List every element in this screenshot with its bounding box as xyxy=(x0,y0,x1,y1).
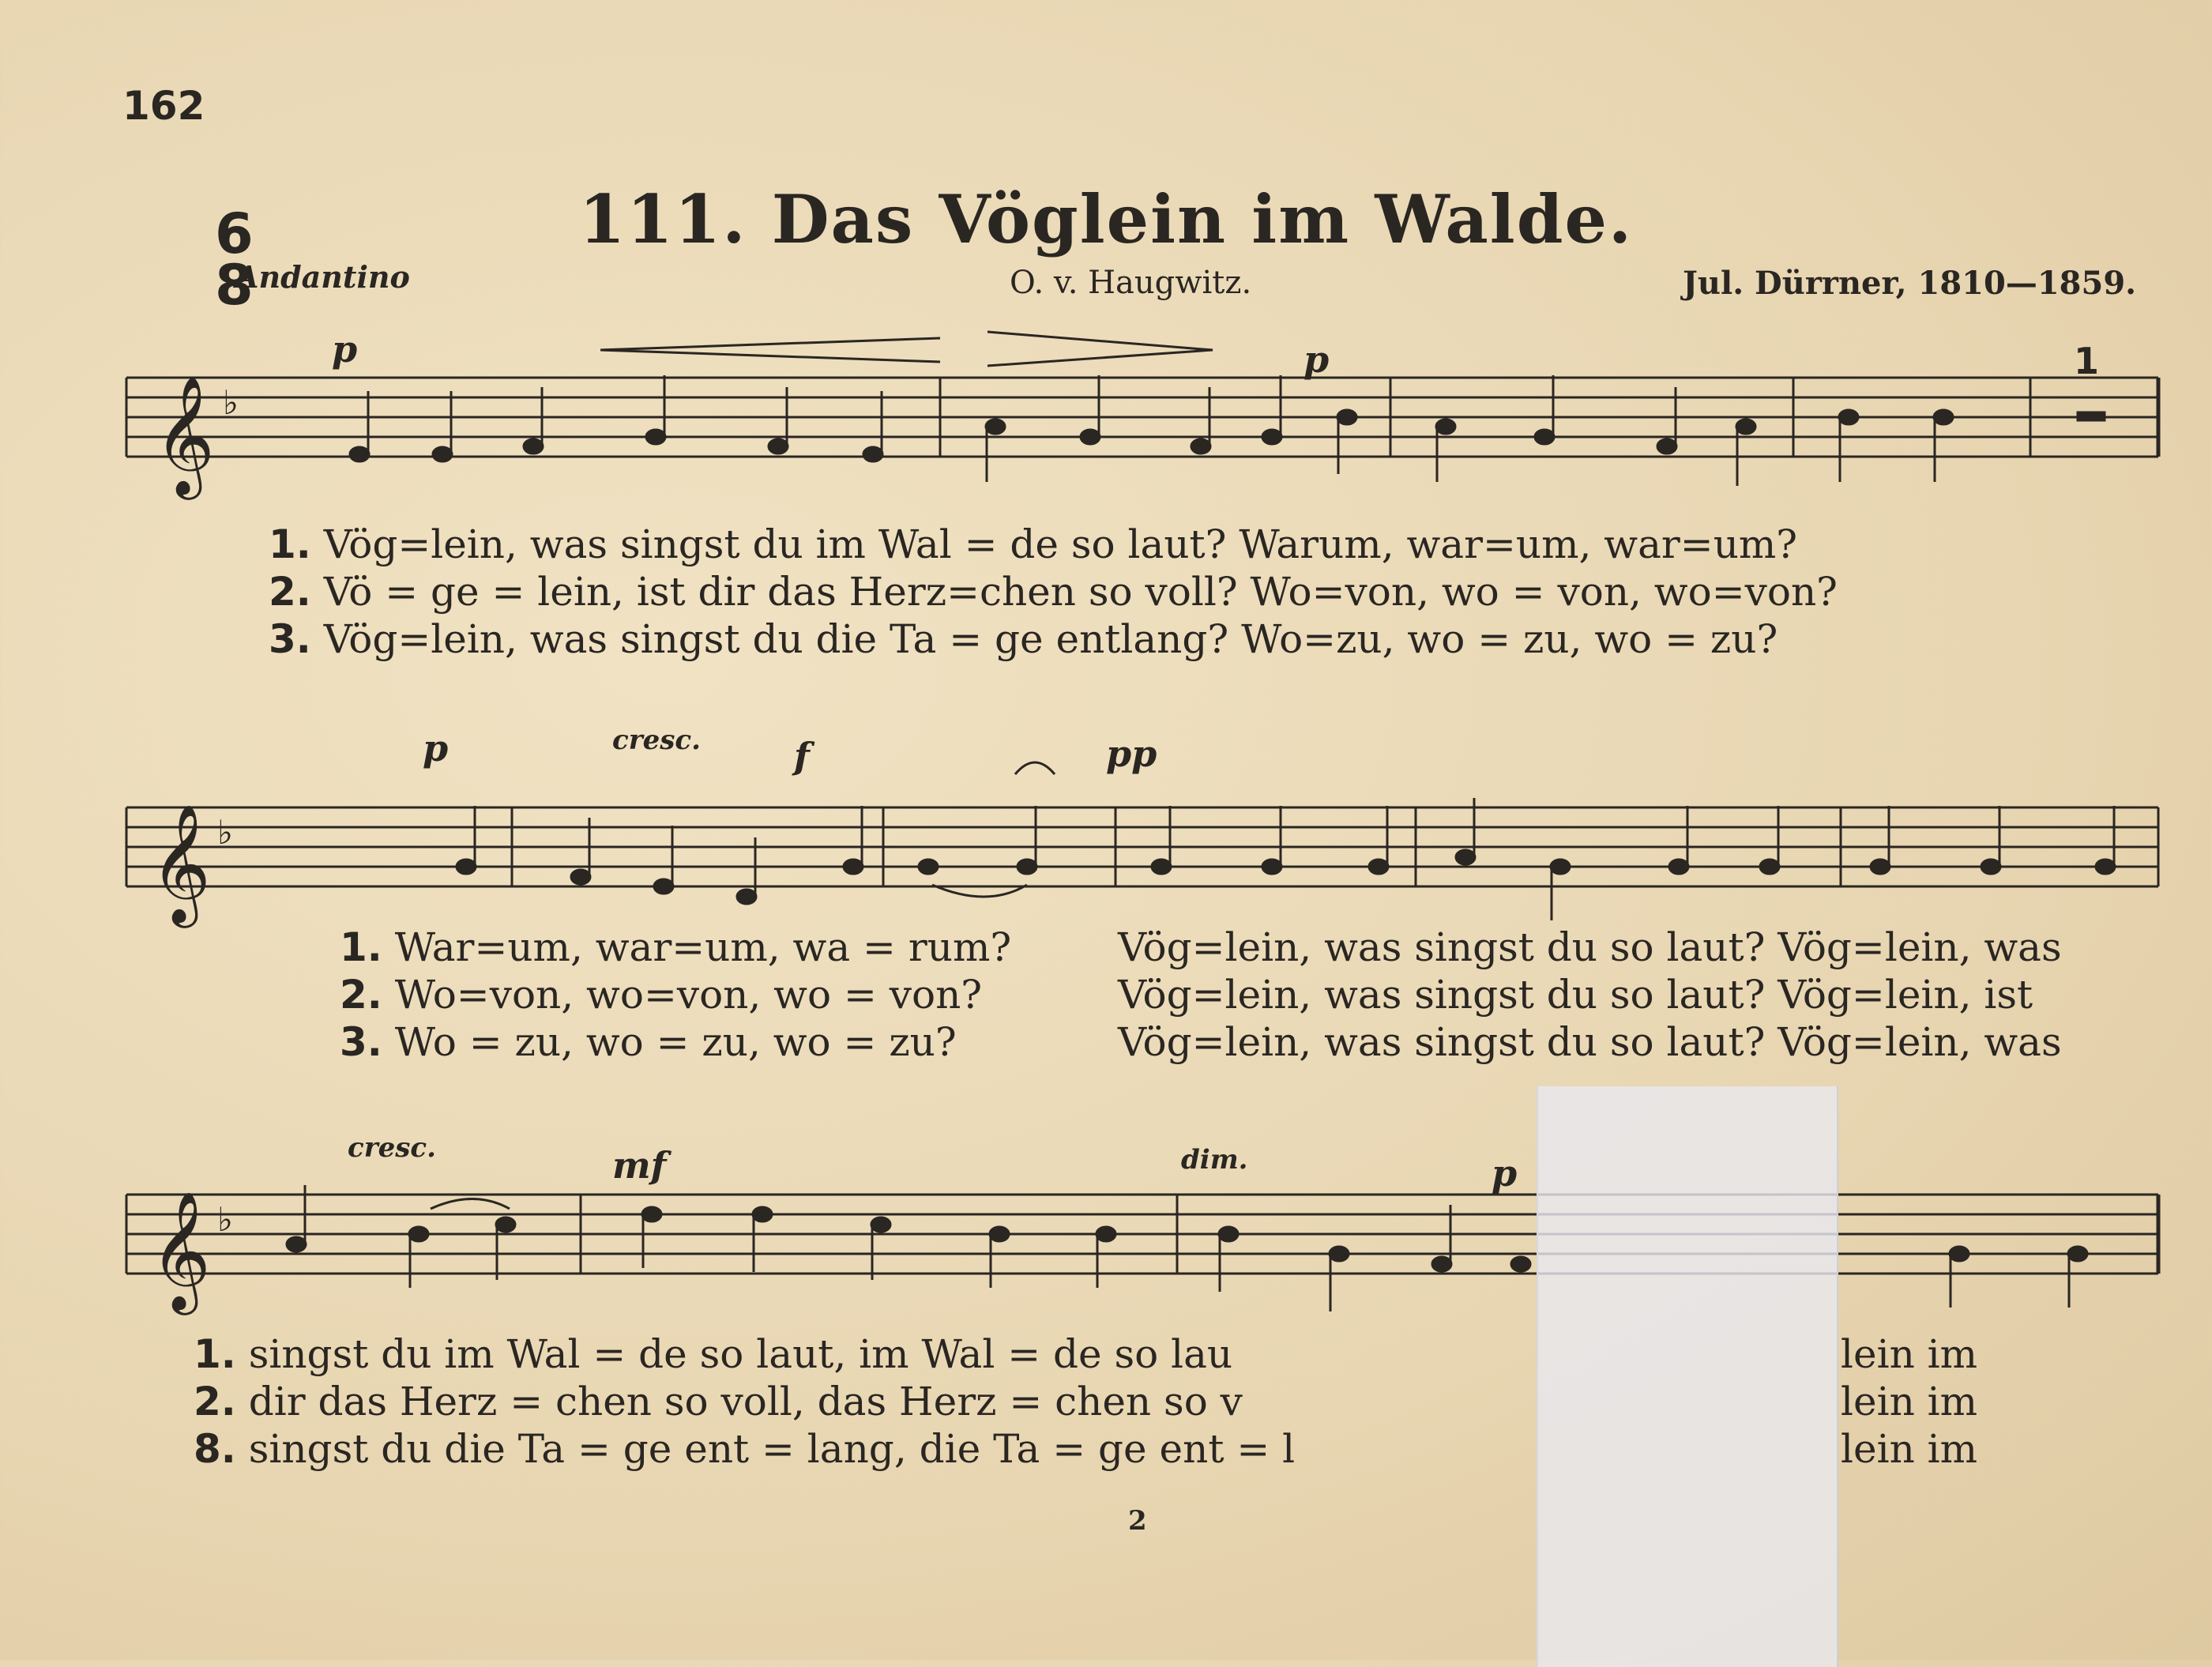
rest-measure-count: 1 xyxy=(2074,340,2100,382)
dynamic-marking: p xyxy=(1304,338,1330,381)
song-title: 111. Das Vöglein im Walde. xyxy=(578,180,1634,258)
treble-clef-icon: 𝄞 xyxy=(150,803,211,923)
tempo-marking: Andantino xyxy=(235,259,410,295)
dynamic-marking: cresc. xyxy=(612,724,701,756)
lyric-line-verse-1: 1. singst du im Wal = de so laut, im Wal = de so lau xyxy=(194,1331,1233,1377)
treble-clef-icon: 𝄞 xyxy=(150,1190,211,1310)
dynamic-marking: f xyxy=(794,735,810,777)
lyric-line-verse-1: 1. Vög=lein, was singst du im Wal = de so laut? Warum, war=um, war=um? xyxy=(269,521,1798,567)
lyric-line-verse-1-cont: lein im xyxy=(1841,1331,1978,1377)
lyric-line-verse-2-cont: Vög=lein, was singst du so laut? Vög=lein, ist xyxy=(1118,972,2033,1018)
adhesive-tape-strip xyxy=(1537,1086,1838,1667)
dynamic-marking: mf xyxy=(612,1144,667,1187)
lyric-line-verse-3: 3. Vög=lein, was singst du die Ta = ge entlang? Wo=zu, wo = zu, wo = zu? xyxy=(269,616,1778,662)
footer-signature-mark: 2 xyxy=(1128,1505,1147,1537)
flat-key-signature-icon: ♭ xyxy=(223,383,239,422)
lyric-line-verse-3: 3. Wo = zu, wo = zu, wo = zu? xyxy=(340,1019,957,1065)
lyric-line-verse-2: 2. Vö = ge = lein, ist dir das Herz=chen so voll? Wo=von, wo = von, wo=von? xyxy=(269,569,1838,615)
dynamic-marking: pp xyxy=(1106,732,1157,775)
lyric-line-verse-1: 1. War=um, war=um, wa = rum? xyxy=(340,924,1012,970)
lyric-line-verse-2: 2. dir das Herz = chen so voll, das Herz = chen so v xyxy=(194,1379,1243,1424)
lyric-line-verse-3-cont: Vög=lein, was singst du so laut? Vög=lein, was xyxy=(1118,1019,2062,1065)
poet-credit: O. v. Haugwitz. xyxy=(1010,265,1252,301)
lyric-line-verse-2: 2. Wo=von, wo=von, wo = von? xyxy=(340,972,983,1018)
dynamic-marking: p xyxy=(1492,1152,1518,1195)
flat-key-signature-icon: ♭ xyxy=(217,1200,233,1239)
dynamic-marking: p xyxy=(332,328,358,371)
lyric-line-verse-2-cont: lein im xyxy=(1841,1379,1978,1424)
composer-credit: Jul. Dürrner, 1810—1859. xyxy=(1683,265,2137,302)
treble-clef-icon: 𝄞 xyxy=(154,374,215,495)
dynamic-marking: p xyxy=(423,727,449,770)
lyric-line-verse-3-cont: lein im xyxy=(1841,1426,1978,1472)
time-signature-top: 6 xyxy=(215,201,254,266)
dynamic-marking: dim. xyxy=(1181,1144,1248,1176)
flat-key-signature-icon: ♭ xyxy=(217,813,233,852)
page-number: 162 xyxy=(122,83,205,129)
dynamic-marking: cresc. xyxy=(348,1132,436,1164)
lyric-line-verse-1-cont: Vög=lein, was singst du so laut? Vög=lein, was xyxy=(1118,924,2062,970)
lyric-line-verse-3: 8. singst du die Ta = ge ent = lang, die Ta = ge ent = l xyxy=(194,1426,1296,1472)
time-signature-bottom: 8 xyxy=(215,253,254,318)
